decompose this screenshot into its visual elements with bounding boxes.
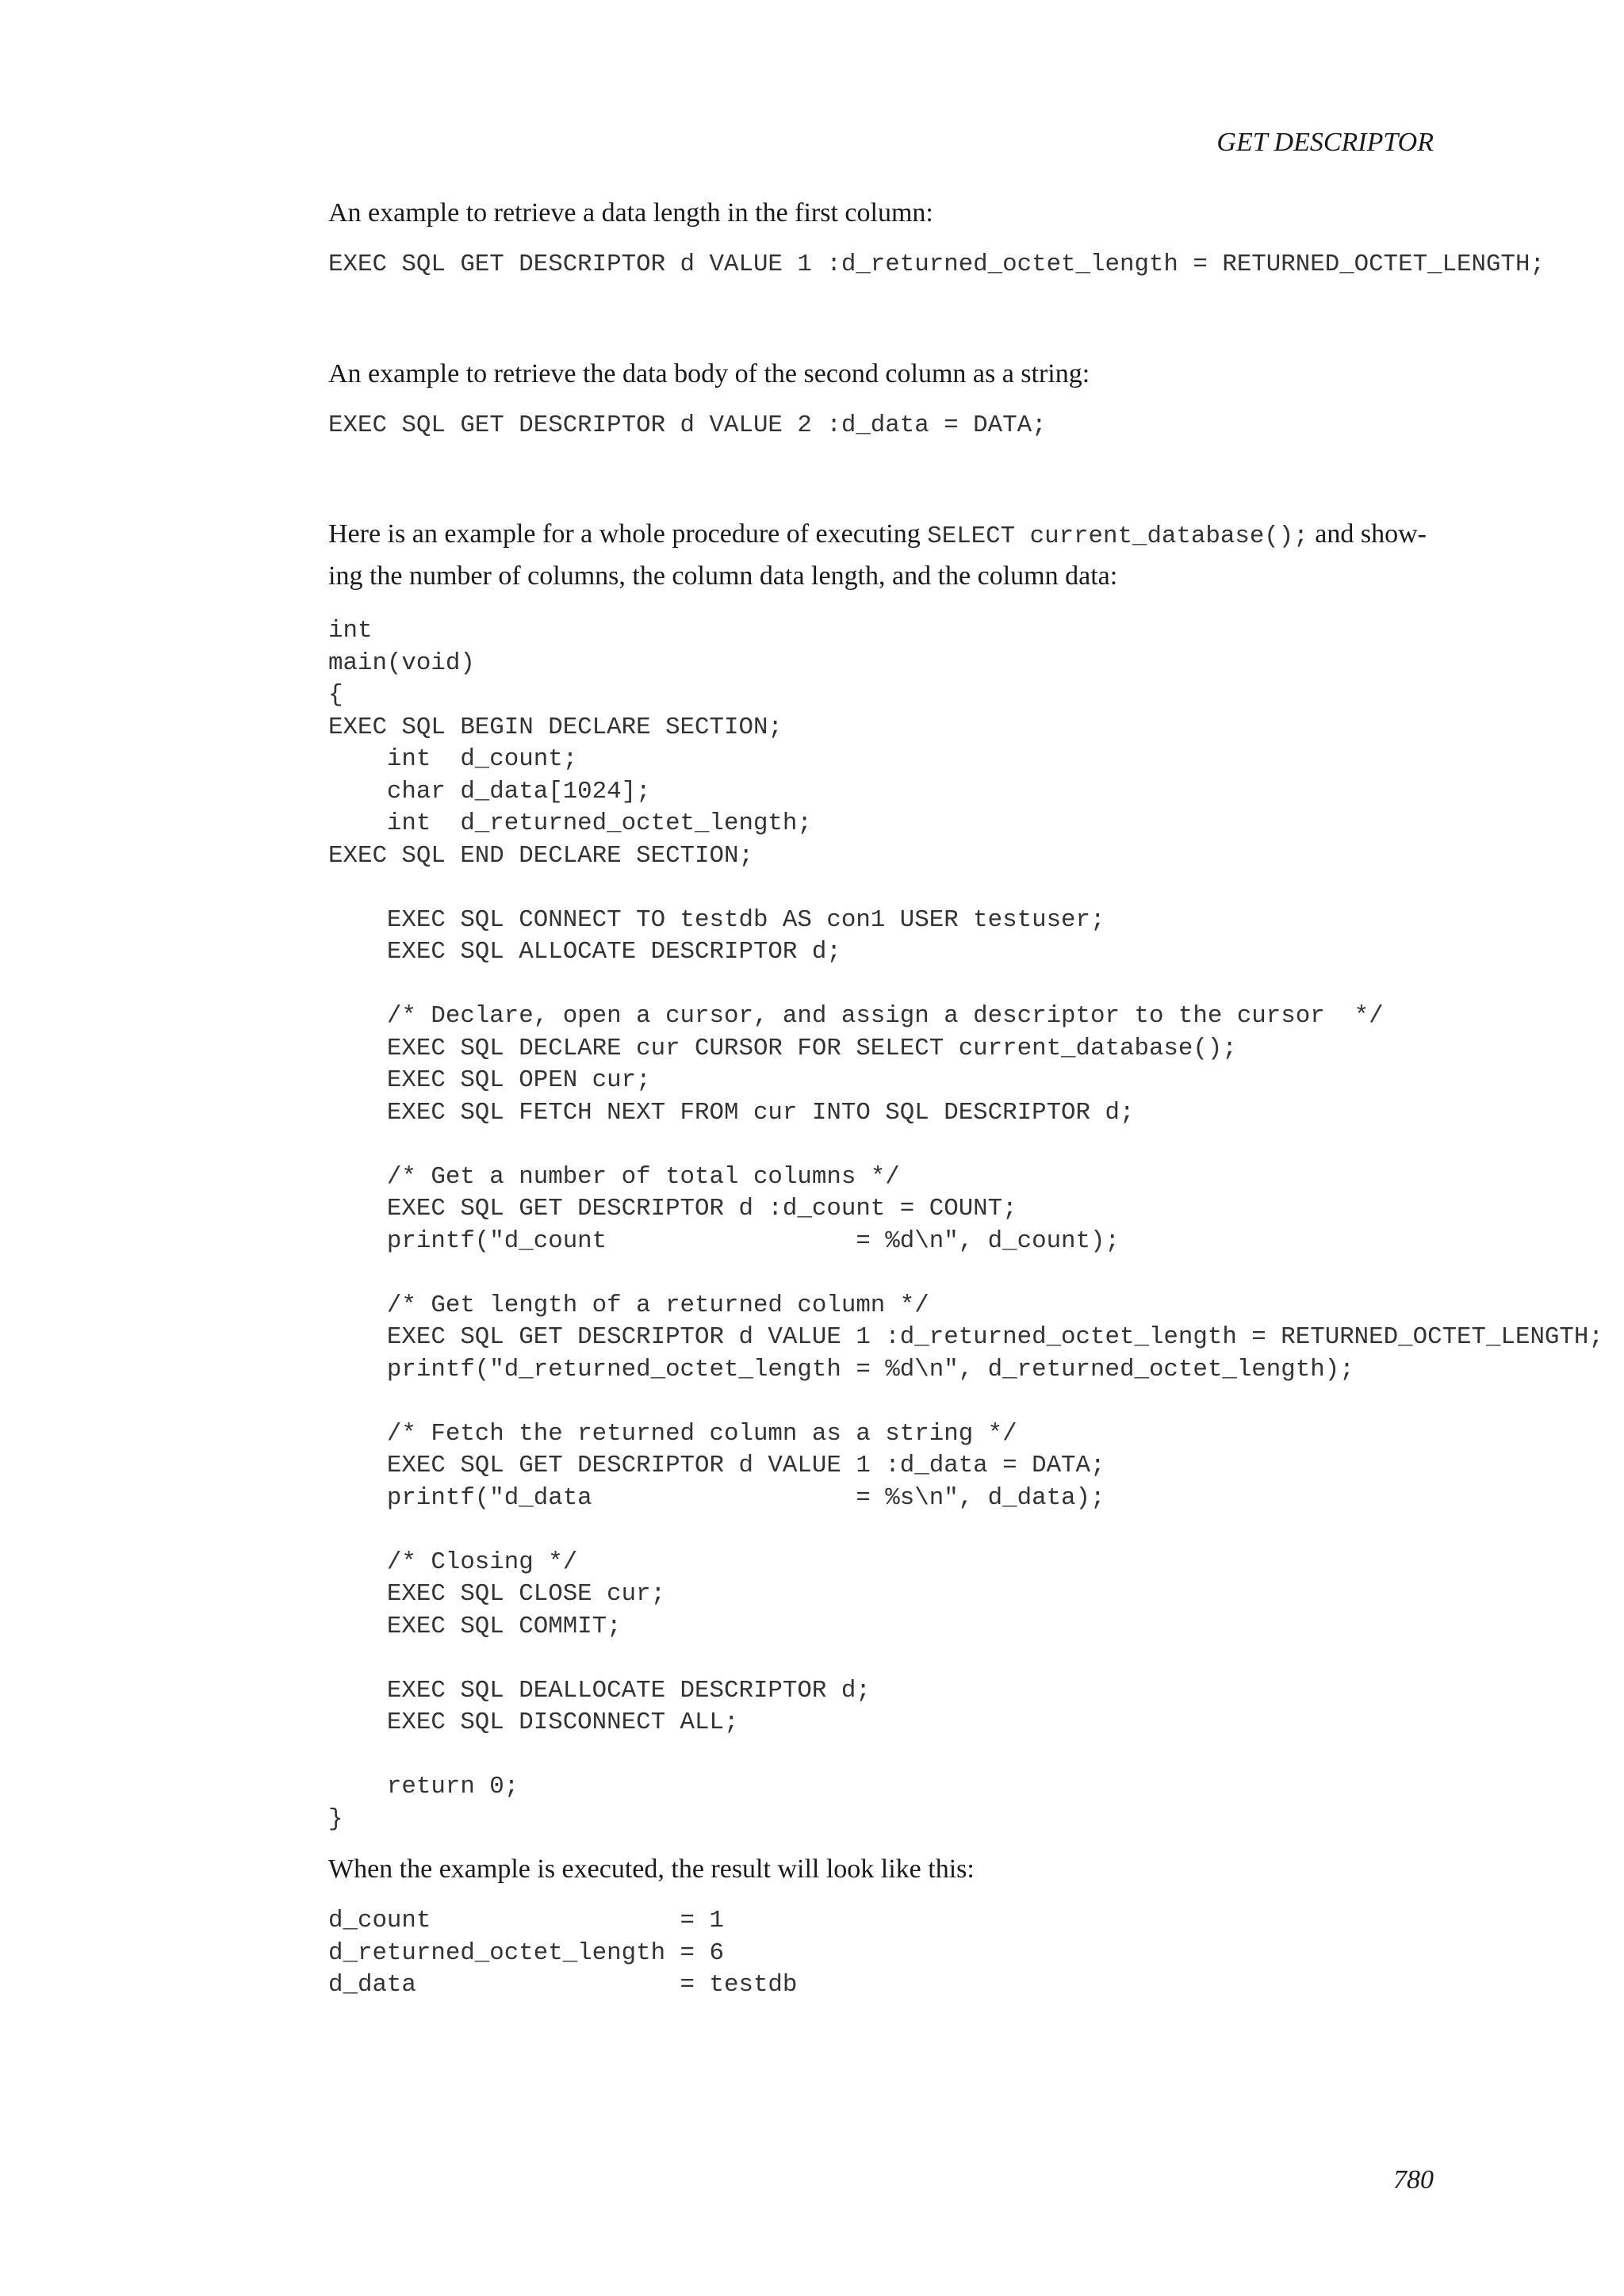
example-1-intro: An example to retrieve a data length in the first column: bbox=[328, 198, 933, 228]
inline-code-select: SELECT current_database(); bbox=[927, 522, 1308, 550]
result-intro: When the example is executed, the result will look like this: bbox=[328, 1854, 975, 1884]
result-output-listing: d_count = 1 d_returned_octet_length = 6 d_data = testdb bbox=[328, 1907, 798, 1999]
example-1-code: EXEC SQL GET DESCRIPTOR d VALUE 1 :d_returned_octet_length = RETURNED_OCTET_LENGTH; bbox=[328, 251, 1545, 278]
procedure-intro-line2: ing the number of columns, the column data length, and the column data: bbox=[328, 561, 1118, 591]
example-2-code: EXEC SQL GET DESCRIPTOR d VALUE 2 :d_data = DATA; bbox=[328, 411, 1047, 439]
procedure-code-listing: int main(void) { EXEC SQL BEGIN DECLARE SECTION; int d_count; char d_data[1024]; int d_returned_octet_length; EXEC SQL END DECLARE SECTION; EXEC SQL CONNECT TO testdb AS con1 USER testuser; EXEC SQL ALLOCATE DESCRIPTOR d; /* Declare, open a cursor, and assign a descriptor to the cursor */ EXEC SQL DECLARE cur CURSOR FOR SELECT current_database(); EXEC SQL OPEN cur; EXEC SQL FETCH NEXT FROM cur INTO SQL DESCRIPTOR d; /* Get a number of total columns */ EXEC SQL GET DESCRIPTOR d :d_count = COUNT; printf("d_count = %d\n", d_count); /* Get length of a returned column */ EXEC SQL GET DESCRIPTOR d VALUE 1 :d_returned_octet_length = RETURNED_OCTET_LENGTH; printf("d_returned_octet_length = %d\n", d_returned_octet_length); /* Fetch the returned column as a string */ EXEC SQL GET DESCRIPTOR d VALUE 1 :d_data = DATA; printf("d_data = %s\n", d_data); /* Closing */ EXEC SQL CLOSE cur; EXEC SQL COMMIT; EXEC SQL DEALLOCATE DESCRIPTOR d; EXEC SQL DISCONNECT ALL; return 0; } bbox=[328, 617, 1603, 1833]
page-number: 780 bbox=[1393, 2165, 1434, 2195]
procedure-intro-text: Here is an example for a whole procedure of executing bbox=[328, 519, 928, 549]
procedure-intro-text-cont: and show- bbox=[1308, 519, 1427, 549]
running-header: GET DESCRIPTOR bbox=[1216, 128, 1434, 157]
example-2-intro: An example to retrieve the data body of the second column as a string: bbox=[328, 358, 1090, 388]
procedure-intro bbox=[328, 515, 1438, 557]
page-content bbox=[328, 193, 1603, 2002]
